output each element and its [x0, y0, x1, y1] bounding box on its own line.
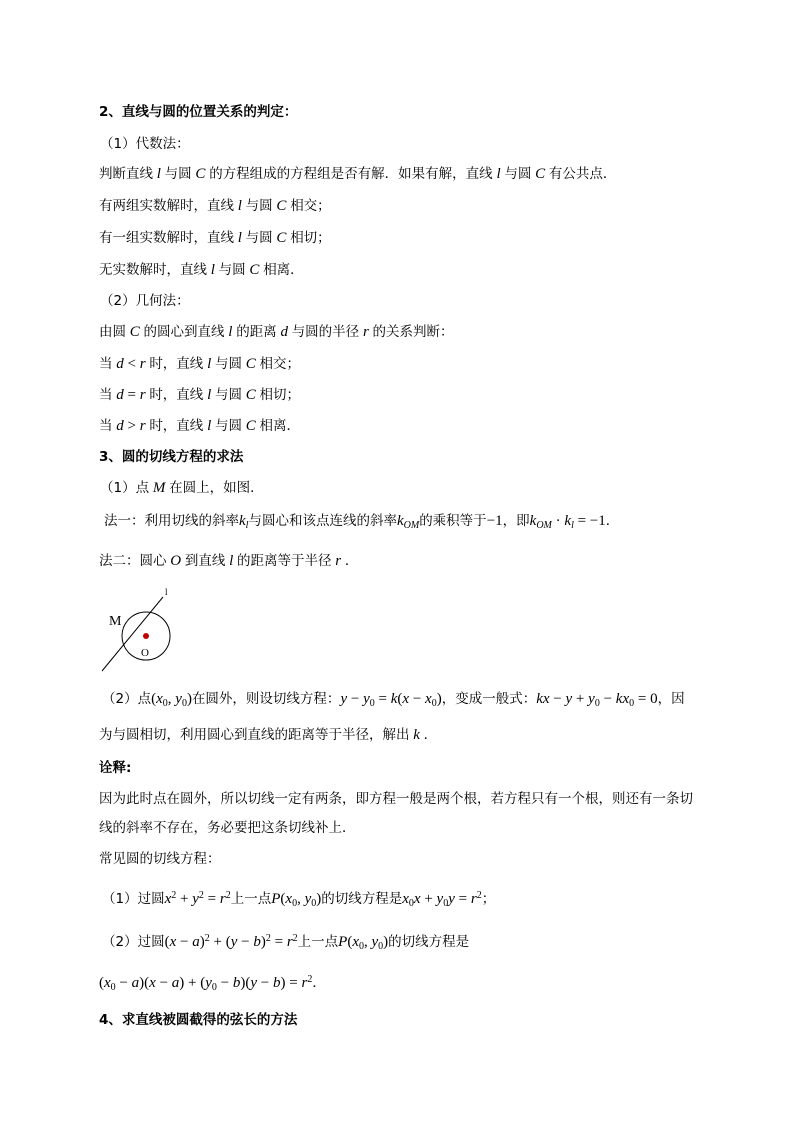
common-tangent-title: 常见圆的切线方程：: [99, 851, 221, 867]
note-line-1: 因为此时点在圆外，所以切线一定有两条，即方程一般是两个根，若方程只有一个根，则还有一条切: [99, 791, 693, 807]
common-tangent-formula-1: （1）过圆$x^2 + y^2 = r^2$上一点$P(x_0$, $y_0$)的切线方程是$x_0x + y_0y = r^2$；: [102, 890, 496, 909]
tangent-figure: [95, 582, 190, 682]
method-one-line: 法一：利用切线的斜率$k_l$与圆心和该点连线的斜率$k_{OM}$的乘积等于−1，即$k_{OM} \cdot k_l = -1$．: [104, 513, 620, 531]
algebra-description: 判断直线 l 与圆 C 的方程组成的方程组是否有解．如果有解，直线 l 与圆 C 有公共点．: [99, 166, 617, 182]
one-solution-line: 有一组实数解时，直线 l 与圆 C 相切；: [99, 230, 331, 246]
geometry-method-title: （2）几何法：: [100, 293, 190, 309]
method-two-line: 法二：圆心 O 到直线 l 的距离等于半径 r ．: [99, 553, 359, 569]
distance-greater-line: 当 d > r 时，直线 l 与圆 C 相离．: [99, 418, 300, 434]
section-2-heading: 2、直线与圆的位置关系的判定：: [99, 104, 298, 120]
common-tangent-formula-2-result: $(x_0 - a)(x - a) + (y_0 - b)(y - b) = r^2$．: [99, 974, 326, 993]
geometry-description: 由圆 C 的圆心到直线 l 的距离 d 与圆的半径 r 的关系判断：: [99, 324, 454, 340]
point-outside-line-1: （2）点($x_0$, $y_0$)在圆外，则设切线方程：$y - y_0 = k(x - x_0)$，变成一般式：kx − $y + y_0 - kx_0 = 0$，因: [102, 691, 685, 709]
two-solutions-line: 有两组实数解时，直线 l 与圆 C 相交；: [99, 198, 331, 214]
section-4-heading: 4、求直线被圆截得的弦长的方法: [99, 1012, 298, 1028]
section-3-heading: 3、圆的切线方程的求法: [99, 449, 244, 465]
distance-less-line: 当 d < r 时，直线 l 与圆 C 相交；: [99, 356, 300, 372]
circle-center-dot: [143, 633, 149, 639]
common-tangent-formula-2: （2）过圆$(x - a)^2 + (y - b)^2 = r^2$上一点$P(x_0$, $y_0$)的切线方程是: [102, 933, 470, 952]
algebra-method-title: （1）代数法：: [100, 136, 190, 152]
tangent-line: [102, 597, 163, 671]
label-M: M: [109, 614, 122, 629]
distance-equal-line: 当 d = r 时，直线 l 与圆 C 相切；: [99, 387, 300, 403]
no-solution-line: 无实数解时，直线 l 与圆 C 相离．: [99, 262, 304, 278]
point-on-circle-line: （1）点 M 在圆上，如图．: [100, 480, 264, 496]
label-O: O: [141, 647, 149, 659]
point-outside-line-2: 为与圆相切，利用圆心到直线的距离等于半径，解出 k ．: [99, 727, 438, 743]
label-l: l: [165, 587, 168, 597]
note-heading: 诠释:: [99, 760, 132, 776]
note-line-2: 线的斜率不存在，务必要把这条切线补上．: [99, 820, 356, 836]
